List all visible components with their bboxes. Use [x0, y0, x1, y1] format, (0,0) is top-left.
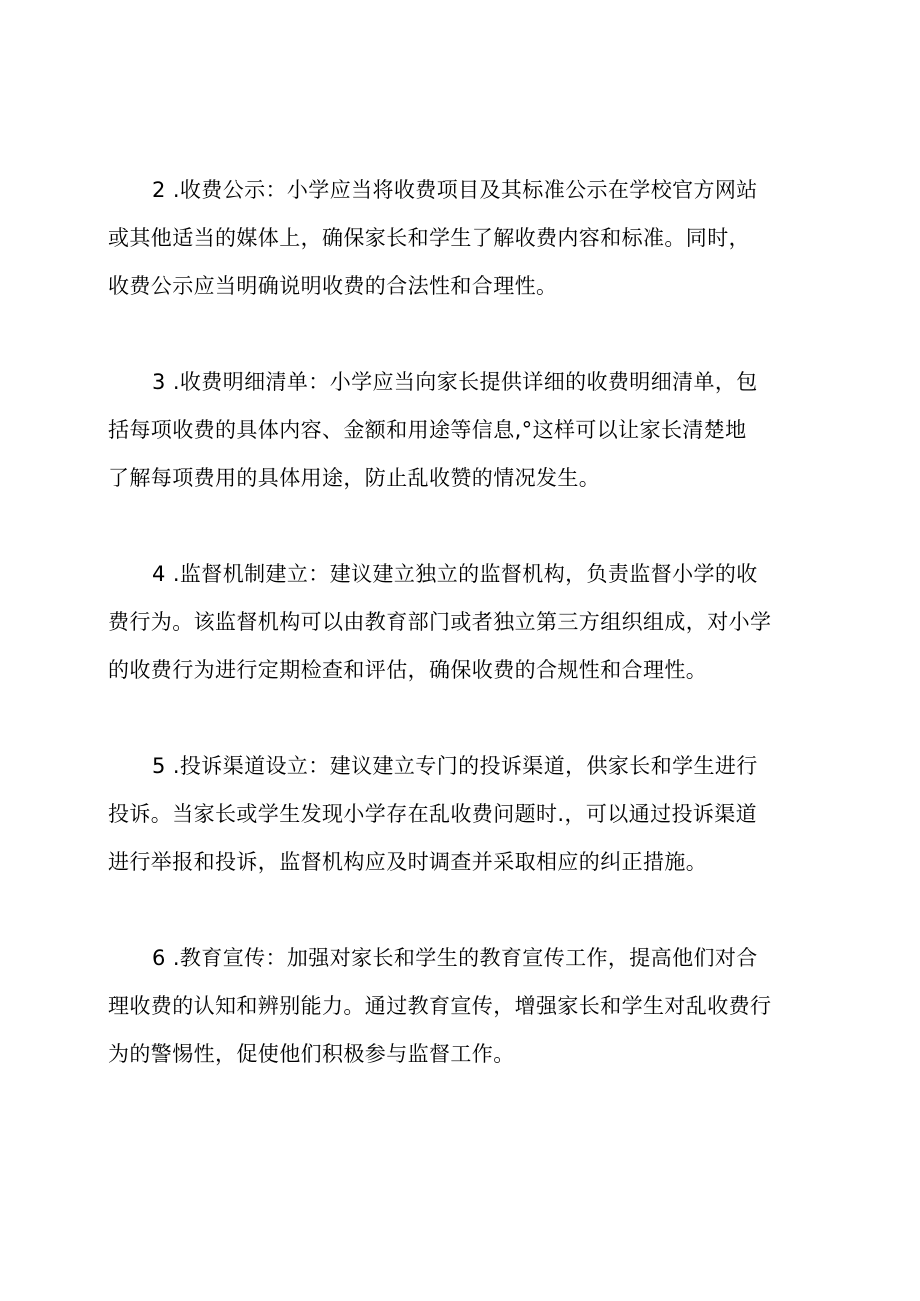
paragraph-fee-itemized-list [108, 358, 818, 502]
paragraph-line: 6 .教育宣传：加强对家长和学生的教育宣传工作，提高他们对合 [152, 946, 758, 970]
paragraph-line: 4 .监督机制建立：建议建立独立的监督机构，负责监督小学的收 [152, 562, 758, 586]
paragraph-fee-disclosure [108, 166, 818, 310]
paragraph-line: 括每项收费的具体内容、金额和用途等信息,°这样可以让家长清楚地 [108, 418, 747, 442]
paragraph-line: 理收费的认知和辨别能力。通过教育宣传，增强家长和学生对乱收费行 [108, 994, 772, 1018]
paragraph-line: 3 .收费明细清单：小学应当向家长提供详细的收费明细清单，包 [152, 370, 758, 394]
paragraph-line: 投诉。当家长或学生发现小学存在乱收费问题时.，可以通过投诉渠道 [108, 802, 758, 826]
paragraph-line: 费行为。该监督机构可以由教育部门或者独立第三方组织组成，对小学 [108, 610, 772, 634]
paragraph-line: 的收费行为进行定期检查和评估，确保收费的合规性和合理性。 [108, 658, 708, 682]
paragraph-line: 了解每项费用的具体用途，防止乱收赞的情况发生。 [108, 466, 601, 490]
paragraph-line: 或其他适当的媒体上，确保家长和学生了解收费内容和标准。同时， [108, 226, 750, 250]
paragraph-education-publicity [108, 934, 818, 1078]
paragraph-complaint-channel [108, 742, 818, 886]
paragraph-line: 2 .收费公示：小学应当将收费项目及其标准公示在学校官方网站 [152, 178, 758, 202]
paragraph-line: 5 .投诉渠道设立：建议建立专门的投诉渠道，供家长和学生进行 [152, 754, 758, 778]
paragraph-supervision-mechanism [108, 550, 818, 694]
paragraph-line: 收费公示应当明确说明收费的合法性和合理性。 [108, 274, 558, 298]
paragraph-line: 为的警惕性，促使他们积极参与监督工作。 [108, 1042, 515, 1066]
paragraph-line: 进行举报和投诉，监督机构应及时调查并采取相应的纠正措施。 [108, 850, 708, 874]
